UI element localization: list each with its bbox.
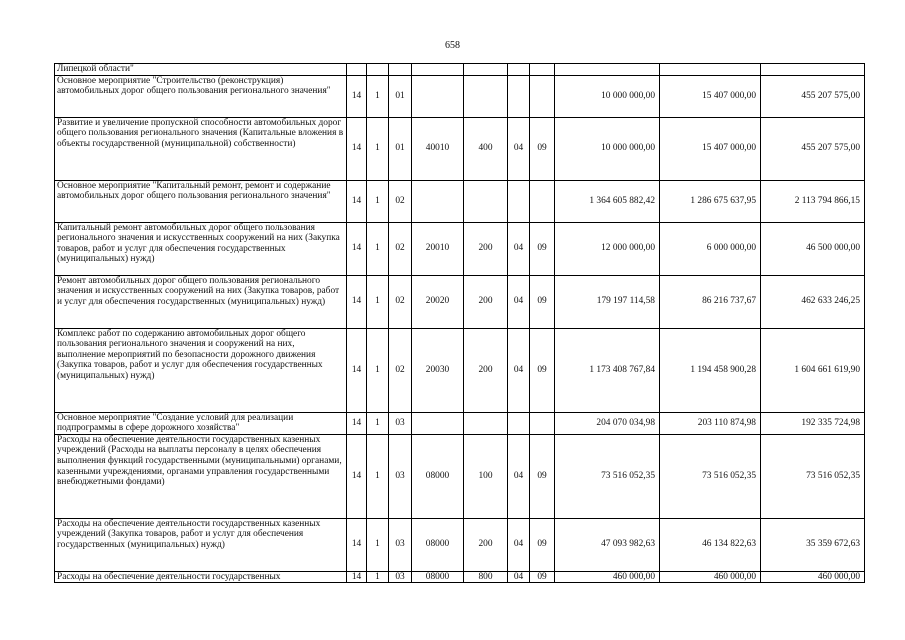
cell-c4: 08000 [412,571,464,583]
cell-c5 [464,180,508,222]
cell-v3 [761,64,865,76]
cell-c1: 14 [347,434,367,518]
cell-c6: 04 [508,275,530,328]
cell-v1: 10 000 000,00 [555,117,660,180]
cell-v2: 46 134 822,63 [660,518,761,571]
cell-c6 [508,180,530,222]
cell-v2: 15 407 000,00 [660,117,761,180]
cell-c3: 02 [389,275,412,328]
cell-c5: 200 [464,328,508,412]
cell-name: Липецкой области" [55,64,347,76]
cell-c2: 1 [367,180,389,222]
table-row [55,434,865,518]
table-row [55,75,865,117]
table-body [55,64,865,583]
cell-v1: 47 093 982,63 [555,518,660,571]
cell-c3: 02 [389,328,412,412]
cell-c6 [508,412,530,434]
cell-c7: 09 [530,222,555,275]
cell-c4: 08000 [412,434,464,518]
cell-name: Ремонт автомобильных дорог общего пользования регионального значения и искусственных сооружений на них (Закупка товаров, работ и услуг для обеспечения государственных (муниципальных) нужд) [55,275,347,328]
cell-c6: 04 [508,117,530,180]
cell-c7 [530,412,555,434]
table-row [55,412,865,434]
table-row [55,117,865,180]
cell-c1: 14 [347,328,367,412]
cell-v1: 460 000,00 [555,571,660,583]
cell-name: Основное мероприятие "Капитальный ремонт, ремонт и содержание автомобильных дорог общего пользования регионального значения" [55,180,347,222]
cell-v2: 6 000 000,00 [660,222,761,275]
cell-c3: 02 [389,222,412,275]
cell-name: Развитие и увеличение пропускной способности автомобильных дорог общего пользования регионального значения (Капитальные вложения в объекты государственной (муниципальной) собственности) [55,117,347,180]
cell-v2: 1 286 675 637,95 [660,180,761,222]
table-row [55,222,865,275]
cell-c3: 01 [389,75,412,117]
cell-c5: 200 [464,518,508,571]
cell-c5: 100 [464,434,508,518]
cell-name: Расходы на обеспечение деятельности государственных казенных учреждений (Расходы на выплаты персоналу в целях обеспечения выполнения функций государственными (муниципальными) органами, казенными учреждениями, органами управления государственными внебюджетными фондами) [55,434,347,518]
cell-c6: 04 [508,222,530,275]
cell-name: Расходы на обеспечение деятельности государственных казенных учреждений (Закупка товаров, работ и услуг для обеспечения государственных (муниципальных) нужд) [55,518,347,571]
cell-c6 [508,75,530,117]
cell-v3: 462 633 246,25 [761,275,865,328]
cell-c2: 1 [367,412,389,434]
table-row [55,518,865,571]
cell-c5: 200 [464,222,508,275]
cell-v2: 1 194 458 900,28 [660,328,761,412]
cell-c1: 14 [347,117,367,180]
cell-c2: 1 [367,75,389,117]
table-row [55,328,865,412]
cell-c4: 08000 [412,518,464,571]
cell-c7: 09 [530,275,555,328]
cell-name: Основное мероприятие "Создание условий для реализации подпрограммы в сфере дорожного хозяйства" [55,412,347,434]
cell-c7: 09 [530,328,555,412]
cell-name: Расходы на обеспечение деятельности государственных [55,571,347,583]
cell-c3: 03 [389,518,412,571]
cell-v3: 2 113 794 866,15 [761,180,865,222]
cell-c7: 09 [530,117,555,180]
cell-c3 [389,64,412,76]
cell-v2: 86 216 737,67 [660,275,761,328]
cell-v3: 73 516 052,35 [761,434,865,518]
cell-v1: 204 070 034,98 [555,412,660,434]
cell-c1: 14 [347,571,367,583]
cell-c7: 09 [530,518,555,571]
cell-c1: 14 [347,222,367,275]
cell-c6: 04 [508,328,530,412]
cell-v3: 35 359 672,63 [761,518,865,571]
cell-c4: 20030 [412,328,464,412]
cell-c5 [464,64,508,76]
cell-v2: 15 407 000,00 [660,75,761,117]
cell-c3: 01 [389,117,412,180]
cell-c3: 03 [389,571,412,583]
cell-v2: 73 516 052,35 [660,434,761,518]
cell-v2: 460 000,00 [660,571,761,583]
cell-c4 [412,412,464,434]
cell-c6: 04 [508,434,530,518]
cell-c5: 400 [464,117,508,180]
cell-v3: 1 604 661 619,90 [761,328,865,412]
cell-v1: 1 364 605 882,42 [555,180,660,222]
cell-c7 [530,180,555,222]
cell-c1: 14 [347,412,367,434]
cell-c1: 14 [347,275,367,328]
cell-c4 [412,180,464,222]
cell-c6: 04 [508,518,530,571]
cell-c5: 200 [464,275,508,328]
cell-name: Основное мероприятие "Строительство (реконструкция) автомобильных дорог общего пользования регионального значения" [55,75,347,117]
cell-c7 [530,64,555,76]
cell-c7: 09 [530,434,555,518]
cell-c2: 1 [367,328,389,412]
cell-c2: 1 [367,275,389,328]
cell-c3: 02 [389,180,412,222]
cell-c1: 14 [347,75,367,117]
cell-c2: 1 [367,518,389,571]
cell-c2: 1 [367,117,389,180]
cell-c4: 20010 [412,222,464,275]
cell-v3: 455 207 575,00 [761,117,865,180]
cell-v3: 455 207 575,00 [761,75,865,117]
cell-c7 [530,75,555,117]
cell-c6 [508,64,530,76]
cell-v1: 12 000 000,00 [555,222,660,275]
cell-c4: 20020 [412,275,464,328]
cell-v1 [555,64,660,76]
cell-c7: 09 [530,571,555,583]
cell-c1 [347,64,367,76]
cell-name: Капитальный ремонт автомобильных дорог общего пользования регионального значения и искусственных сооружений на них (Закупка товаров, работ и услуг для обеспечения государственных (муниципальных) нужд) [55,222,347,275]
cell-c4: 40010 [412,117,464,180]
table-row [55,180,865,222]
cell-c3: 03 [389,412,412,434]
cell-c5 [464,75,508,117]
cell-v1: 1 173 408 767,84 [555,328,660,412]
cell-v2: 203 110 874,98 [660,412,761,434]
cell-c4 [412,64,464,76]
cell-name: Комплекс работ по содержанию автомобильных дорог общего пользования регионального значения и сооружений на них, выполнение мероприятий по безопасности дорожного движения (Закупка товаров, работ и услуг для обеспечения государственных (муниципальных) нужд) [55,328,347,412]
cell-c5: 800 [464,571,508,583]
cell-c2: 1 [367,571,389,583]
cell-c1: 14 [347,180,367,222]
page-number: 658 [445,40,460,51]
cell-c1: 14 [347,518,367,571]
table-row [55,64,865,76]
cell-v1: 10 000 000,00 [555,75,660,117]
cell-c3: 03 [389,434,412,518]
cell-c5 [464,412,508,434]
cell-v2 [660,64,761,76]
cell-v3: 46 500 000,00 [761,222,865,275]
table-row [55,571,865,583]
budget-table [54,63,865,583]
cell-v3: 192 335 724,98 [761,412,865,434]
cell-c2: 1 [367,434,389,518]
cell-v1: 73 516 052,35 [555,434,660,518]
cell-c4 [412,75,464,117]
cell-v1: 179 197 114,58 [555,275,660,328]
cell-c6: 04 [508,571,530,583]
cell-v3: 460 000,00 [761,571,865,583]
cell-c2: 1 [367,222,389,275]
table-row [55,275,865,328]
cell-c2 [367,64,389,76]
